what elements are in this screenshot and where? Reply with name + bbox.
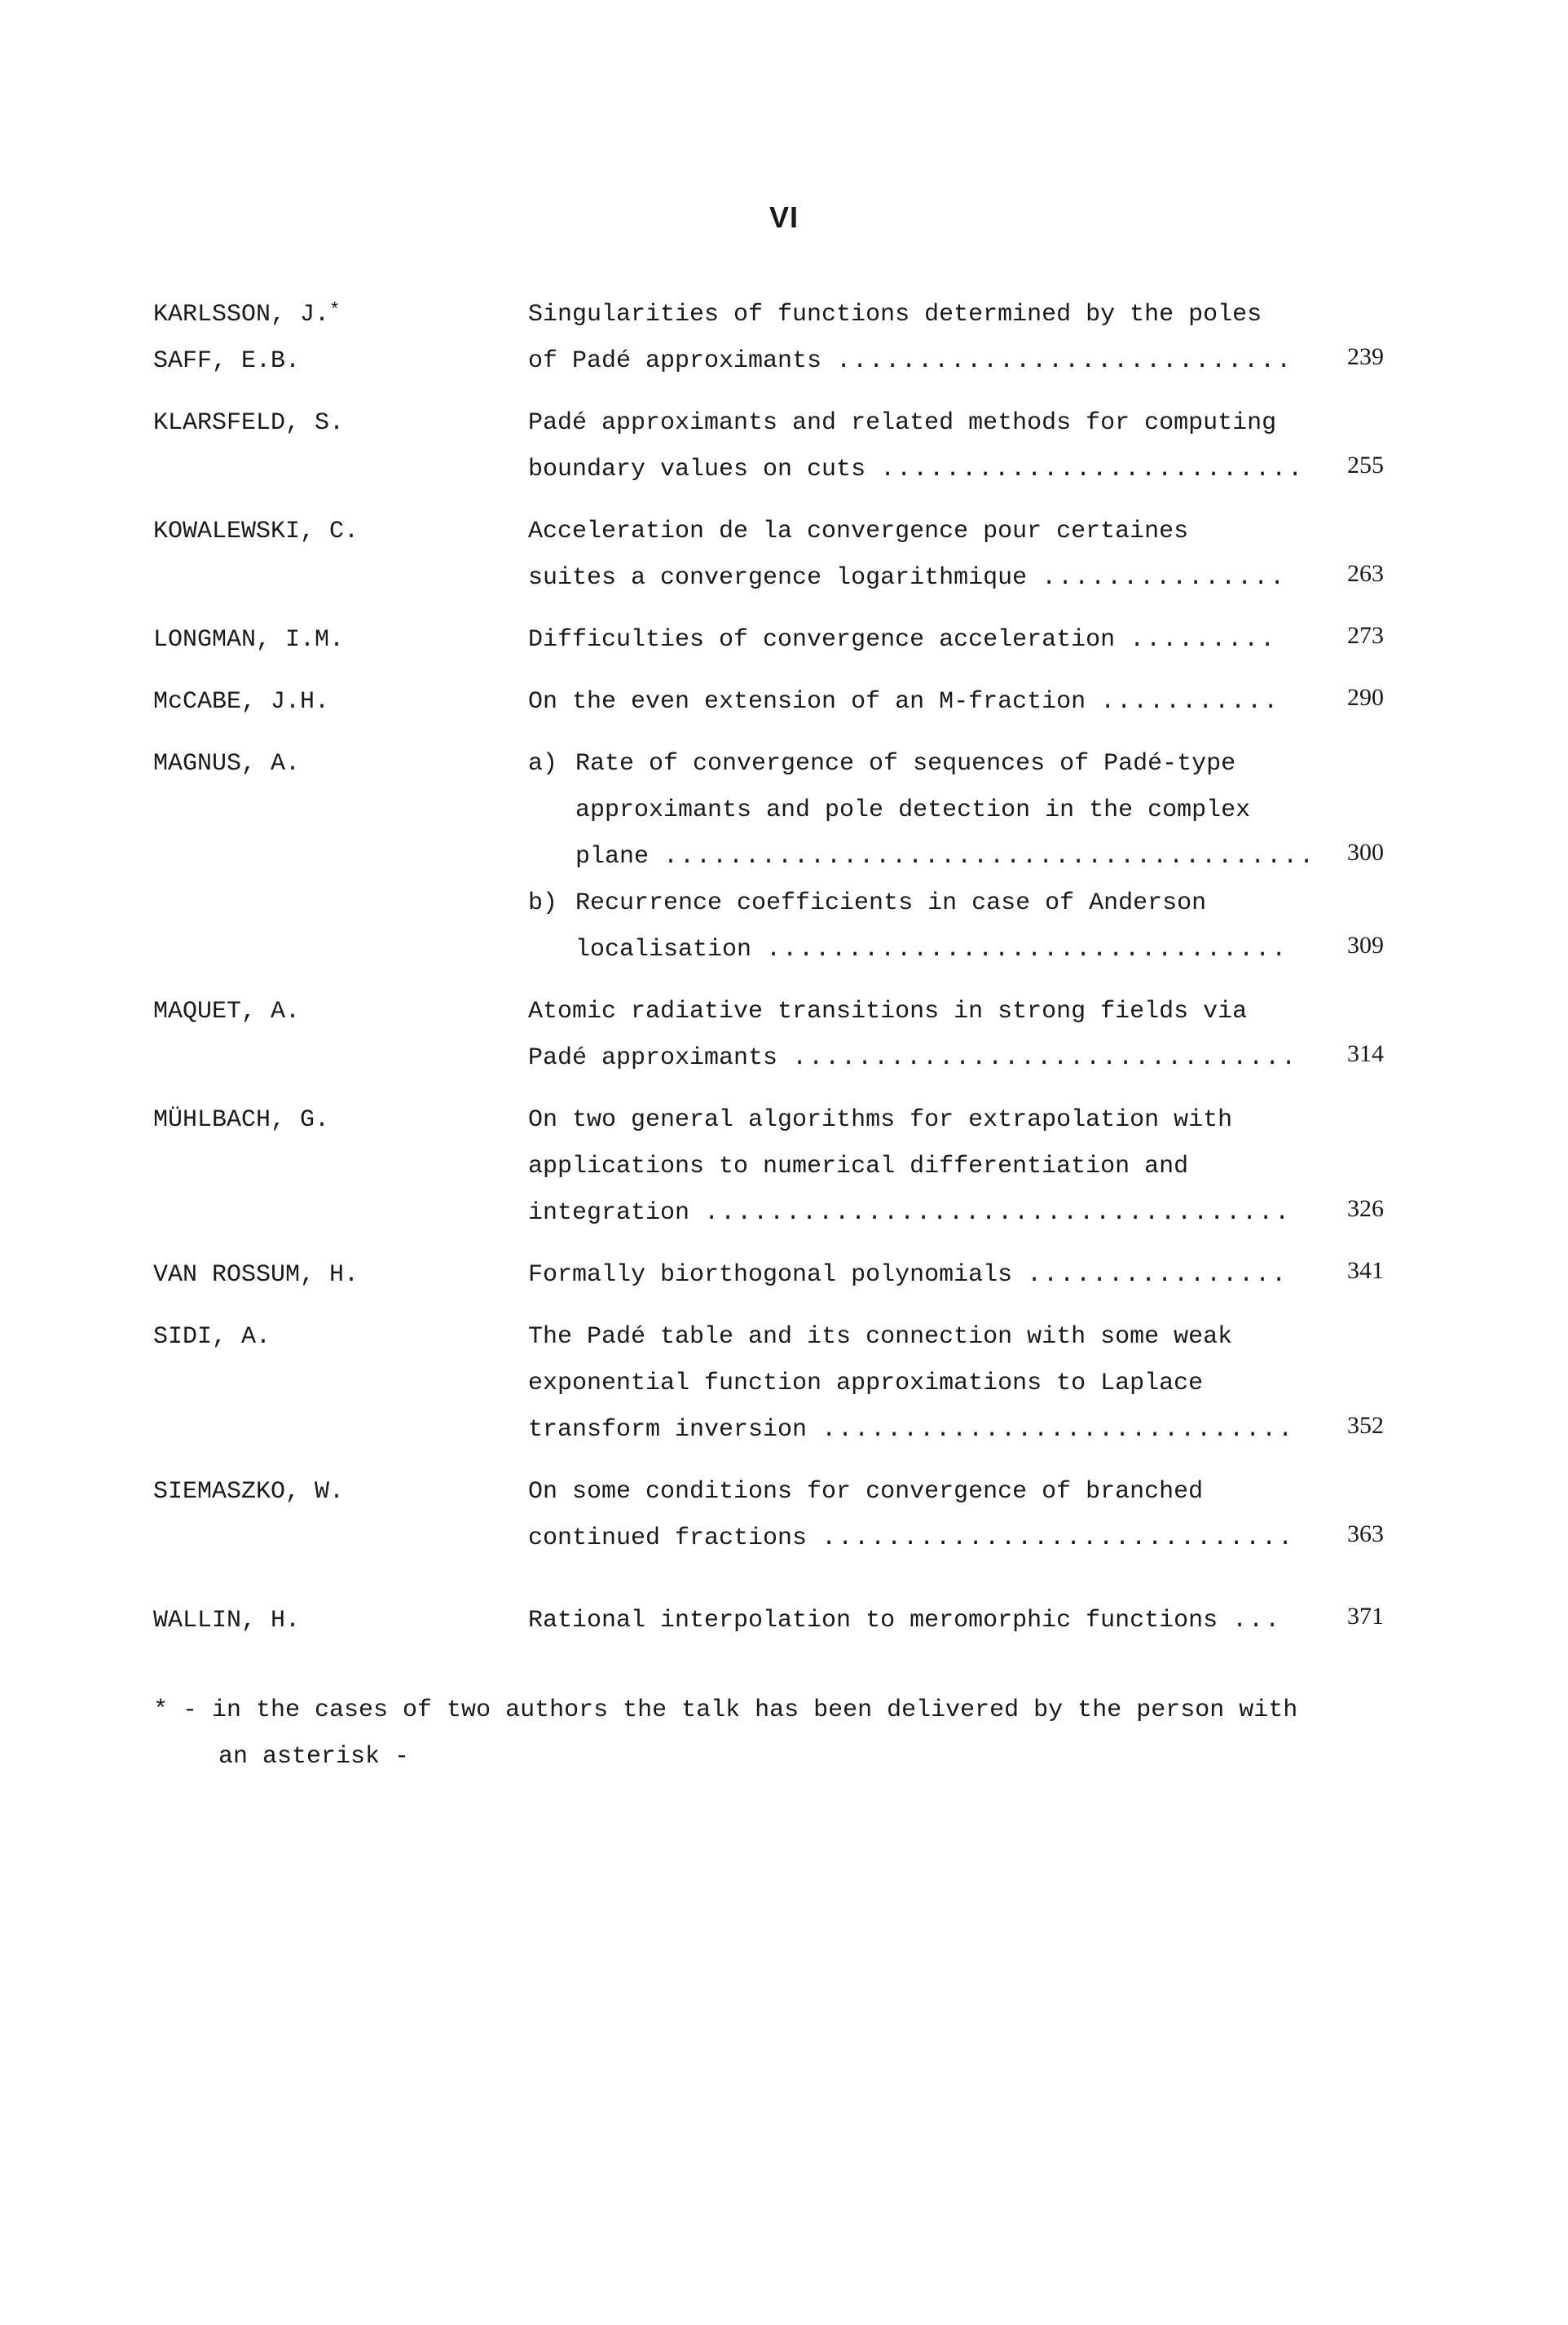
title-line: transform inversion ............................. xyxy=(528,1416,1295,1444)
author-list xyxy=(153,1469,528,1515)
author-list xyxy=(153,1097,528,1144)
toc-entry xyxy=(153,1252,1408,1299)
title-line: continued fractions ............................. xyxy=(528,1524,1295,1552)
title-line: Formally biorthogonal polynomials ................ xyxy=(528,1261,1288,1289)
dot-leader: ............................... xyxy=(792,1044,1298,1072)
table-of-contents xyxy=(153,292,1408,1644)
toc-entry xyxy=(153,1598,1408,1644)
title-line: localisation ................................ xyxy=(575,936,1288,964)
author-name: McCABE, J.H. xyxy=(153,688,330,716)
author-name: MAQUET, A. xyxy=(153,998,301,1026)
title-line: Acceleration de la convergence pour certaines xyxy=(528,518,1189,545)
item-label: b) xyxy=(528,889,558,917)
title-line: On the even extension of an M-fraction ........... xyxy=(528,688,1280,716)
page-number-ref: 273 xyxy=(1347,622,1384,649)
toc-title xyxy=(528,292,1408,385)
title-line: b) Recurrence coefficients in case of Anderson xyxy=(528,880,1323,927)
author-name: VAN ROSSUM, H. xyxy=(153,1261,359,1289)
toc-title xyxy=(528,741,1408,880)
page-number-ref: 341 xyxy=(1347,1257,1384,1284)
dot-leader: .................................... xyxy=(704,1199,1292,1227)
author-list xyxy=(153,1314,528,1361)
author-list xyxy=(153,989,528,1035)
title-line: suites a convergence logarithmique ............... xyxy=(528,564,1287,592)
dot-leader: ............................. xyxy=(821,1524,1295,1552)
toc-title xyxy=(528,1314,1408,1454)
page-number-ref: 263 xyxy=(1347,560,1384,587)
author-list xyxy=(153,679,528,726)
dot-leader: ............... xyxy=(1042,564,1287,592)
author-name: KLARSFELD, S. xyxy=(153,409,345,437)
toc-entry xyxy=(153,1097,1408,1237)
toc-title xyxy=(528,1252,1408,1299)
author-list xyxy=(153,509,528,555)
author-list xyxy=(153,1252,528,1299)
title-line: Atomic radiative transitions in strong fields via xyxy=(528,998,1248,1026)
title-line: Rational interpolation to meromorphic functions ... xyxy=(528,1607,1282,1635)
toc-title xyxy=(528,989,1408,1082)
author-name: SAFF, E.B. xyxy=(153,347,301,375)
author-name: MÜHLBACH, G. xyxy=(153,1106,330,1134)
toc-entry xyxy=(153,292,1408,385)
toc-entry xyxy=(153,1469,1408,1562)
dot-leader: ......... xyxy=(1130,626,1277,654)
dot-leader: .......................... xyxy=(880,456,1305,483)
title-line: On some conditions for convergence of branched xyxy=(528,1478,1204,1506)
page-number-ref: 300 xyxy=(1347,839,1384,866)
title-line: approximants and pole detection in the complex xyxy=(575,796,1251,824)
title-line: exponential function approximations to Laplace xyxy=(528,1370,1204,1397)
toc-title xyxy=(528,679,1408,726)
toc-title xyxy=(528,1469,1408,1562)
title-line: The Padé table and its connection with some weak xyxy=(528,1323,1233,1351)
toc-entry xyxy=(153,617,1408,664)
toc-title xyxy=(528,509,1408,602)
page-number-ref: 352 xyxy=(1347,1412,1384,1439)
title-line: Singularities of functions determined by the poles xyxy=(528,301,1262,329)
author-name: KOWALEWSKI, C. xyxy=(153,518,359,545)
author-list xyxy=(153,1598,528,1644)
dot-leader: ............................ xyxy=(836,347,1293,375)
toc-title xyxy=(528,1097,1408,1237)
title-line: On two general algorithms for extrapolation with xyxy=(528,1106,1233,1134)
dot-leader: ........................................ xyxy=(663,843,1316,871)
dot-leader: ... xyxy=(1232,1607,1282,1635)
toc-entry xyxy=(153,989,1408,1082)
footnote-line: * - in the cases of two authors the talk has been delivered by the person with xyxy=(153,1696,1298,1724)
author-name: KARLSSON, J.* xyxy=(153,300,341,329)
author-list xyxy=(153,400,528,447)
toc-title xyxy=(528,617,1408,664)
dot-leader: ................ xyxy=(1027,1261,1288,1289)
page-number: VI xyxy=(769,201,799,234)
toc-entry xyxy=(153,741,1408,973)
title-line: Difficulties of convergence acceleration ......... xyxy=(528,626,1277,654)
title-line: boundary values on cuts .......................... xyxy=(528,456,1305,483)
page-number-ref: 255 xyxy=(1347,452,1384,479)
page-number-ref: 326 xyxy=(1347,1195,1384,1222)
author-list xyxy=(153,617,528,664)
title-line: a) Rate of convergence of sequences of Padé-type xyxy=(528,741,1323,788)
dot-leader: ........... xyxy=(1100,688,1280,716)
page-number-ref: 363 xyxy=(1347,1520,1384,1547)
page-number-ref: 371 xyxy=(1347,1603,1384,1630)
toc-title xyxy=(528,1598,1408,1644)
item-label: a) xyxy=(528,750,558,778)
title-line: integration .................................... xyxy=(528,1199,1292,1227)
page-number-ref: 239 xyxy=(1347,343,1384,370)
toc-entry xyxy=(153,400,1408,493)
toc-entry xyxy=(153,679,1408,726)
toc-title xyxy=(528,880,1408,973)
author-name: SIDI, A. xyxy=(153,1323,271,1351)
page-number-ref: 314 xyxy=(1347,1040,1384,1067)
author-list xyxy=(153,292,528,385)
author-name: LONGMAN, I.M. xyxy=(153,626,345,654)
title-line: Padé approximants and related methods for computing xyxy=(528,409,1277,437)
page-number-ref: 309 xyxy=(1347,932,1384,959)
toc-title xyxy=(528,400,1408,493)
author-name: WALLIN, H. xyxy=(153,1607,301,1635)
asterisk-mark: * xyxy=(329,300,341,320)
author-name: MAGNUS, A. xyxy=(153,750,301,778)
footnote xyxy=(153,1688,1297,1780)
page-number-ref: 290 xyxy=(1347,684,1384,711)
dot-leader: ................................ xyxy=(766,936,1288,964)
author-list xyxy=(153,741,528,788)
author-name: SIEMASZKO, W. xyxy=(153,1478,345,1506)
title-line: of Padé approximants ............................ xyxy=(528,347,1293,375)
toc-entry xyxy=(153,509,1408,602)
title-line: Padé approximants ............................... xyxy=(528,1044,1298,1072)
title-line: plane ........................................ xyxy=(575,843,1316,871)
dot-leader: ............................. xyxy=(821,1416,1295,1444)
toc-entry xyxy=(153,1314,1408,1454)
footnote-line: an asterisk - xyxy=(218,1743,410,1771)
title-line: applications to numerical differentiation and xyxy=(528,1153,1189,1180)
